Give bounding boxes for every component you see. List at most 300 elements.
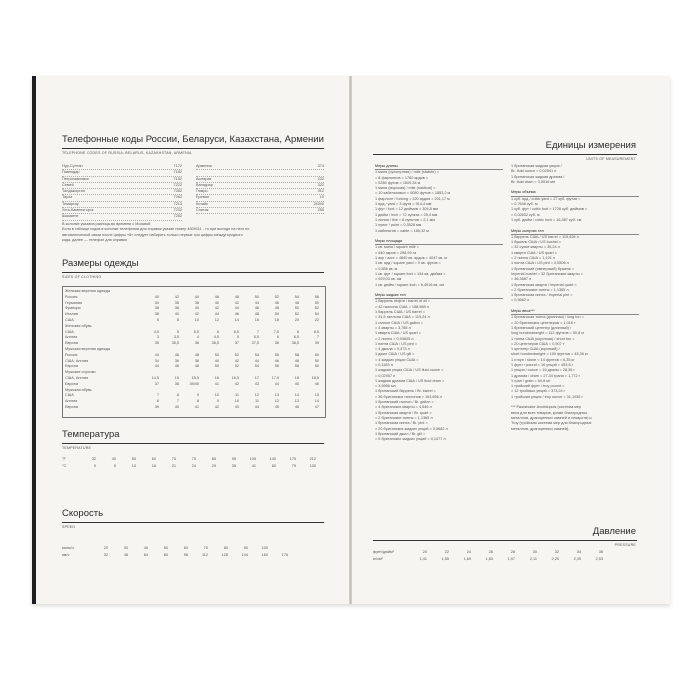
cell-value: 6 [156,399,159,404]
cell-value: 37 [154,381,159,386]
divider [62,148,324,149]
cell-value: 7,5 [273,329,279,334]
row-label: Мужские сорочки [65,370,96,375]
cell-value: 14 [314,399,319,404]
sizes-title: Размеры одежды [62,258,139,269]
unit-line: веса для всех товаров, кроме благородных [511,410,588,415]
cell-value: 52 [234,352,239,357]
cell-value: 44 [254,404,259,409]
unit-line: 1 джил США / US gill = [375,352,415,357]
cell-value: 42 [214,306,219,311]
unit-line: 1 британская кварта / Br. quart = [375,410,432,415]
unit-line: 1 британская жидкая драхма / [511,174,565,179]
unit-line: 1 тройский фунт / troy pound = [511,384,565,389]
note-line: В колонке указана разница во времени с Москвой [62,222,151,226]
cell-value: 10 [131,463,136,468]
cell-value: 9 [216,399,219,404]
row-label: США [65,393,74,398]
unit-line: металлов, драгоценных камней и лекарств) и [511,415,592,420]
cell-value: 10 [234,399,239,404]
units-column-1 [375,164,503,442]
unit-line: 1 кварта США / US quart = [511,250,557,255]
unit-line: = 10 кабельтовых = 6080 футов = 1853,2 м [375,191,451,196]
cell-value: 5 [236,335,239,340]
table-row [373,557,637,564]
cell-value: 70 [203,546,208,550]
row-label: кг/см² [373,556,383,561]
unit-line: short hundredweight = 100 фунтов = 45,36 кг [511,352,588,357]
cell-value: 38 [174,306,179,311]
cell-value: 16 [254,317,259,322]
cell-value: 44 [214,312,219,317]
cell-value: 50 [131,457,136,461]
phone-code: 7152 [173,176,182,181]
cell-value: 36 [174,358,179,363]
divider [373,154,637,155]
cell-value: 52 [274,294,279,299]
unit-line: = 3,6966 мл [375,384,396,389]
cell-value: 6 [156,317,159,322]
cell-value: 100 [309,463,316,468]
pressure-subtitle: PRESSURE [614,543,636,547]
cell-value: 16 [151,463,156,468]
cell-value: 37 [234,341,239,346]
unit-line: 1 пинта США / US pint = [375,341,417,346]
cell-value: 5,5 [193,329,199,334]
city-name: Котайк [196,201,208,206]
unit-line: = 0,02957 л [375,373,396,378]
cell-value: 4,5 [213,335,219,340]
cell-value: 40 [174,404,179,409]
cell-value: 96 [183,552,188,557]
cell-value: 20 [422,550,427,554]
divider [373,540,637,541]
section-heading: Меры жидких тел [375,293,503,299]
unit-line: 1 стоун / stone = 14 фунтов = 6,35 кг [511,357,575,362]
cell-value: 56 [274,352,279,357]
note-line: Если в таблице кодов в колонке телефонов для справок указан номер 4809111 - то при выходе на него по [62,227,250,232]
cell-value: 112 [201,552,208,557]
unit-line: 1 пинта США / US pint = 0,5506 л [511,261,569,266]
cell-value: 42 [174,294,179,299]
speed-title: Скорость [62,508,104,519]
cell-value: 176 [281,552,288,557]
cell-value: 40 [154,294,159,299]
row-label: Европа [65,381,78,386]
cell-value: 128 [221,552,228,557]
unit-line: 1 фарлонг / furlong = 220 ярдов = 201,17 м [375,196,450,201]
city-name: Гюмри [196,189,208,194]
cell-value: 41 [194,404,199,409]
row-label: миль/ч [62,546,74,550]
row-label: °F [62,457,66,461]
cell-value: 42 [194,312,199,317]
cell-value: 9 [196,393,199,398]
row-label: Англия [65,399,78,404]
phone-code: 312 [317,189,324,194]
cell-value: 48 [294,300,299,305]
unit-line: 1 британский баррель / Br. barrel = [375,389,436,394]
cell-value: 6 [276,335,279,340]
cell-value: 50 [314,358,319,363]
cell-value: 39 [314,341,319,346]
cell-value: 80 [223,546,228,550]
city-name: Ванадзор [196,182,213,187]
row-label: Женская обувь [65,323,92,328]
table-row [65,405,323,411]
unit-line: 1 кварта США / US quart = [375,331,421,336]
cell-value: 1,55 [441,556,449,561]
cell-value: 4 [196,335,199,340]
cell-value: 10 [194,317,199,322]
cell-value: 34 [154,358,159,363]
unit-line: = 20 центнеров США = 0,907 т [511,341,565,346]
unit-line: 1 миля (сухопутная) / mile (statute) = [375,170,439,175]
cell-value: 36 [598,550,603,554]
cell-value: 36 [174,300,179,305]
unit-line: = 640 акров = 258,99 га [375,250,417,255]
cell-value: 60 [314,364,319,369]
cell-value: 3 [156,335,159,340]
unit-line: = 2 пинты США = 1,101 л [511,256,556,261]
cell-value: 48 [254,312,259,317]
unit-line: = 4 жидких унции США = [375,357,419,362]
cell-value: 11 [255,399,259,404]
cell-value: 2,11 [529,556,537,561]
cell-value: 42 [234,381,239,386]
cell-value: 5,5 [253,335,259,340]
unit-line: = 0,02832 куб. м [511,212,540,217]
cell-value: 43 [234,404,239,409]
unit-line: = 4 джила = 0,473 л [375,347,410,352]
cell-value: 42 [234,300,239,305]
cell-value: 38 [154,312,159,317]
cell-value: 85 [211,457,216,461]
row-label: Мужская обувь [65,387,92,392]
cell-value: 48 [123,552,128,557]
cell-value: 36,5 [211,341,219,346]
cell-value: 50 [314,300,319,305]
city-name: Армения [196,164,212,168]
cell-value: 79 [291,463,296,468]
unit-line: 1 британский галлон / Br. gallon = [375,400,434,405]
unit-line: = 32 сухие кварты = 35,24 л [511,245,560,250]
cell-value: 38 [194,358,199,363]
cell-value: 21 [171,463,176,468]
unit-line: 1 бушель США / US bushel = [511,240,562,245]
cell-value: 30 [532,550,537,554]
cell-value: 54 [254,352,259,357]
sizes-table [65,289,323,411]
section-heading: Меры площади [375,239,503,245]
cell-value: 48 [194,352,199,357]
cell-value: 15 [174,375,179,380]
unit-line: = 2 британские пинты = 1,1365 л [511,287,569,292]
unit-line: 1 баррель нефти / barrel of oil = [375,299,431,304]
city-name: Семей [62,182,74,187]
cell-value: 2,39 [573,556,581,561]
unit-line: Imperial bushel = 32 британские кварты = [511,271,584,276]
phone-code: 7182 [173,170,182,175]
temperature-subtitle: TEMPERATURE [62,446,92,450]
right-page [351,76,670,604]
phone-code: 7172 [173,164,182,168]
cell-value: 48 [274,306,279,311]
row-label: км/ч [62,552,70,557]
cell-value: 212 [309,457,316,461]
city-name: Петропавловск [62,176,89,181]
cell-value: 3,5 [173,335,179,340]
temperature-table [62,457,324,470]
row-label: Германия [65,300,83,305]
cell-value: 7 [156,393,159,398]
cell-value: 18 [294,375,299,380]
row-label: фунт/дюйм² [373,550,394,554]
units-title: Единицы измерения [545,140,636,151]
cell-value: 46 [174,364,179,369]
unit-line: 1 унция / ounce = 16 драхм = 28,35 г [511,368,575,373]
cell-value: 12 [254,393,259,398]
units-column-2 [511,164,639,432]
cell-value: 12 [274,399,279,404]
cell-value: 7 [176,399,179,404]
cell-value: 44 [254,358,259,363]
cell-value: 40 [194,306,199,311]
unit-line: = 12 тройских унций = 373,24 г [511,389,566,394]
cell-value: 38 [274,341,279,346]
cell-value: 40 [174,312,179,317]
cell-value: 41 [214,381,219,386]
cell-value: 50 [214,352,219,357]
unit-line: = 36,3687 л [511,277,532,282]
cell-value: 58 [294,364,299,369]
cell-value: 8,5 [313,329,319,334]
cell-value: 12 [214,317,219,322]
unit-line: 1 британская кварта / Imperial quart = [511,282,577,287]
divider [62,443,324,444]
cell-value: 36 [154,306,159,311]
unit-line: = 929,03 кв. см [375,277,402,282]
cell-value: 46 [174,352,179,357]
unit-line: *** Различают Avoirdupois (система мер [511,405,582,410]
city-name: Спитак [196,208,209,213]
cell-value: 44 [154,364,159,369]
cell-value: 15,5 [191,375,199,380]
section-heading: Меры веса*** [511,309,639,315]
cell-value: 75 [191,457,196,461]
note-line: кода, далее — телефон для справки [62,237,127,242]
unit-line: = 0,836 кв. м [375,266,398,271]
row-label: Женская верхняя одежда [65,289,111,293]
cell-value: 40 [143,546,148,550]
cell-value: 8 [176,393,179,398]
cell-value: 46 [294,404,299,409]
unit-line: 1 фут / foot = 12 дюймов = 304,8 мм [375,207,439,212]
unit-line: 1 британский центнер (длинный) / [511,325,572,330]
cell-value: 46 [274,358,279,363]
unit-line: 1 куб. фут / cubic foot = 1728 куб. дюймов = [511,207,588,212]
unit-line: = 5 британских жидких унций = 0,1477 л [375,437,446,442]
cell-value: 22 [314,317,319,322]
unit-line: 1 британский (имперский) бушель = [511,266,575,271]
cell-value: 46 [214,294,219,299]
unit-line: 1 линия / line = 6 пунктов = 2,1 мм [375,217,435,222]
city-name: Темиртау [62,201,79,206]
phone-codes-note [62,222,324,243]
cell-value: 50 [254,294,259,299]
city-name: Нур-Султан [62,164,83,168]
cell-value: 32 [103,552,108,557]
cell-value: 6,5 [293,335,299,340]
cell-value: 80 [163,552,168,557]
cell-value: 32 [91,457,96,461]
unit-line: 1 кв. дюйм / square inch = 6,4516 кв. см [375,282,444,287]
unit-line: 1 акр / acre = 4840 кв. ярдов = 4047 кв. м [375,256,447,261]
cell-value: 20 [103,546,108,550]
row-label: Мужская верхняя одежда [65,346,111,351]
section-heading: Меры сыпучих тел [511,229,639,235]
unit-line: 1 галлон США / US gallon = [375,320,423,325]
unit-line: 1 кв. фут / square foot = 144 кв. дюйма = [375,271,446,276]
unit-line: 1 кв. миля / square mile = [375,245,420,250]
cell-value: 60 [271,463,276,468]
unit-line: = 4 британских кварты = 4,546 л [375,405,432,410]
cell-value: 35 [154,341,159,346]
cell-value: 5 [113,463,116,468]
cell-value: 24 [191,463,196,468]
cell-value: 44 [194,294,199,299]
cell-value: 7 [316,335,319,340]
cell-value: 60 [183,546,188,550]
cell-value: 24 [466,550,471,554]
cell-value: 38 [194,300,199,305]
phone-code: 10 [319,195,324,200]
cell-value: 16,5 [231,375,239,380]
cell-value: 58 [294,352,299,357]
row-label: США, Англия [65,358,89,363]
cell-value: 46 [234,312,239,317]
unit-line: = 2 британские пинты = 1,1365 л [375,415,433,420]
row-label: Россия [65,352,78,357]
cell-value: 38,5 [291,341,299,346]
row-label: США [65,329,74,334]
left-page [32,76,350,604]
cell-value: 0 [93,463,96,468]
phone-code: 374 [317,164,324,168]
cell-value: 52 [294,312,299,317]
phone-code: 7213 [173,201,182,206]
divider [62,522,324,523]
unit-line: 1 гран / grain = 64,8 мг [511,378,551,383]
unit-line: 1 британская пинта / Br. pint = [375,421,428,426]
cell-value: 8 [176,317,179,322]
divider [62,272,324,273]
cell-value: 26 [488,550,493,554]
row-label: Англия [65,335,78,340]
row-label: Европа [65,404,78,409]
unit-line: = 0,7646 куб. м [511,202,538,207]
cell-value: 46 [314,381,319,386]
phone-code-row [62,214,182,220]
unit-line: = 20 британских центнеров = 1,016 т [511,320,576,325]
open-planner-book [32,76,670,604]
city-name: Талдыкорган [62,189,85,194]
cell-value: 6,5 [233,329,239,334]
unit-line: = 8 фарлонгов = 1760 ярдов = [375,175,429,180]
cell-value: 34 [576,550,581,554]
unit-line: = 4 кварты = 3,785 л [375,325,411,330]
cell-value: 16 [214,375,219,380]
phone-code: 7222 [173,182,182,187]
city-name: Усть-Каменогорск [62,208,94,213]
unit-line: 1 пункт / point = 0,3528 мм [375,223,422,228]
cell-value: 144 [241,552,248,557]
unit-line: 1 миля (морская) / mile (nautical) = [375,186,436,191]
cell-value: 22 [444,550,449,554]
cell-value: 90 [243,546,248,550]
cell-value: 48 [194,364,199,369]
cell-value: 45 [294,381,299,386]
unit-line: 1 дюйм / inch = 72 пункта = 25,4 мм [375,212,438,217]
row-label: Франция [65,306,81,311]
unit-line: 1 баррель США / US barrel = 115,628 л [511,234,579,239]
phone-code: 7252 [173,214,182,219]
cell-value: 50 [214,364,219,369]
cell-value: 175 [289,457,296,461]
cell-value: 1,41 [419,556,427,561]
cell-value: 43 [254,381,259,386]
cell-value: 14 [234,317,239,322]
cell-value: 32 [554,550,559,554]
unit-line: 1 куб. дюйм / cubic inch = 16,387 куб. см [511,217,582,222]
unit-line: = 5280 футов = 1609,34 м [375,180,421,185]
cell-value: 52 [314,306,319,311]
cell-value: 39/40 [189,381,199,386]
unit-line: 1 драхма / dram = 27,34 грана = 1,772 г [511,373,581,378]
cell-value: 160 [261,552,268,557]
cell-value: 1,69 [463,556,471,561]
cell-value: 4,5 [153,329,159,334]
row-label: США, Англия [65,375,89,380]
phone-code: 7262 [173,195,182,200]
cell-value: 56 [274,364,279,369]
cell-value: 7 [256,329,259,334]
cell-value: 95 [231,457,236,461]
cell-value: 13 [294,399,299,404]
table-row [62,464,324,471]
cell-value: 44 [234,306,239,311]
cell-value: 105 [249,457,256,461]
cell-value: 1,83 [485,556,493,561]
row-label: Европа [65,341,78,346]
unit-line: 1 британская тонна (длинная) / long ton = [511,315,584,320]
row-label: Россия [65,294,78,299]
cell-value: 8 [196,399,199,404]
speed-table [62,546,324,559]
cell-value: 54 [254,364,259,369]
unit-line: 1 куб. ярд / cubic yard = 27 куб. футов = [511,196,581,201]
cell-value: 52 [234,364,239,369]
cell-value: 46 [274,300,279,305]
cell-value: 29 [211,463,216,468]
section-heading: Меры объема [511,190,639,196]
sizes-subtitle: SIZES OF CLOTHING [62,275,102,279]
note-line: автоматической связи после цифры «8» следует набирать только первые три цифры междугородного [62,232,243,237]
unit-line: 1 центнер США (короткий) / [511,347,560,352]
phone-code: 232 [317,176,324,181]
units-subtitle: UNITS OF MEASUREMENT [586,157,636,161]
phone-codes-title: Телефонные коды России, Беларуси, Казахстана, Армении [62,134,324,145]
